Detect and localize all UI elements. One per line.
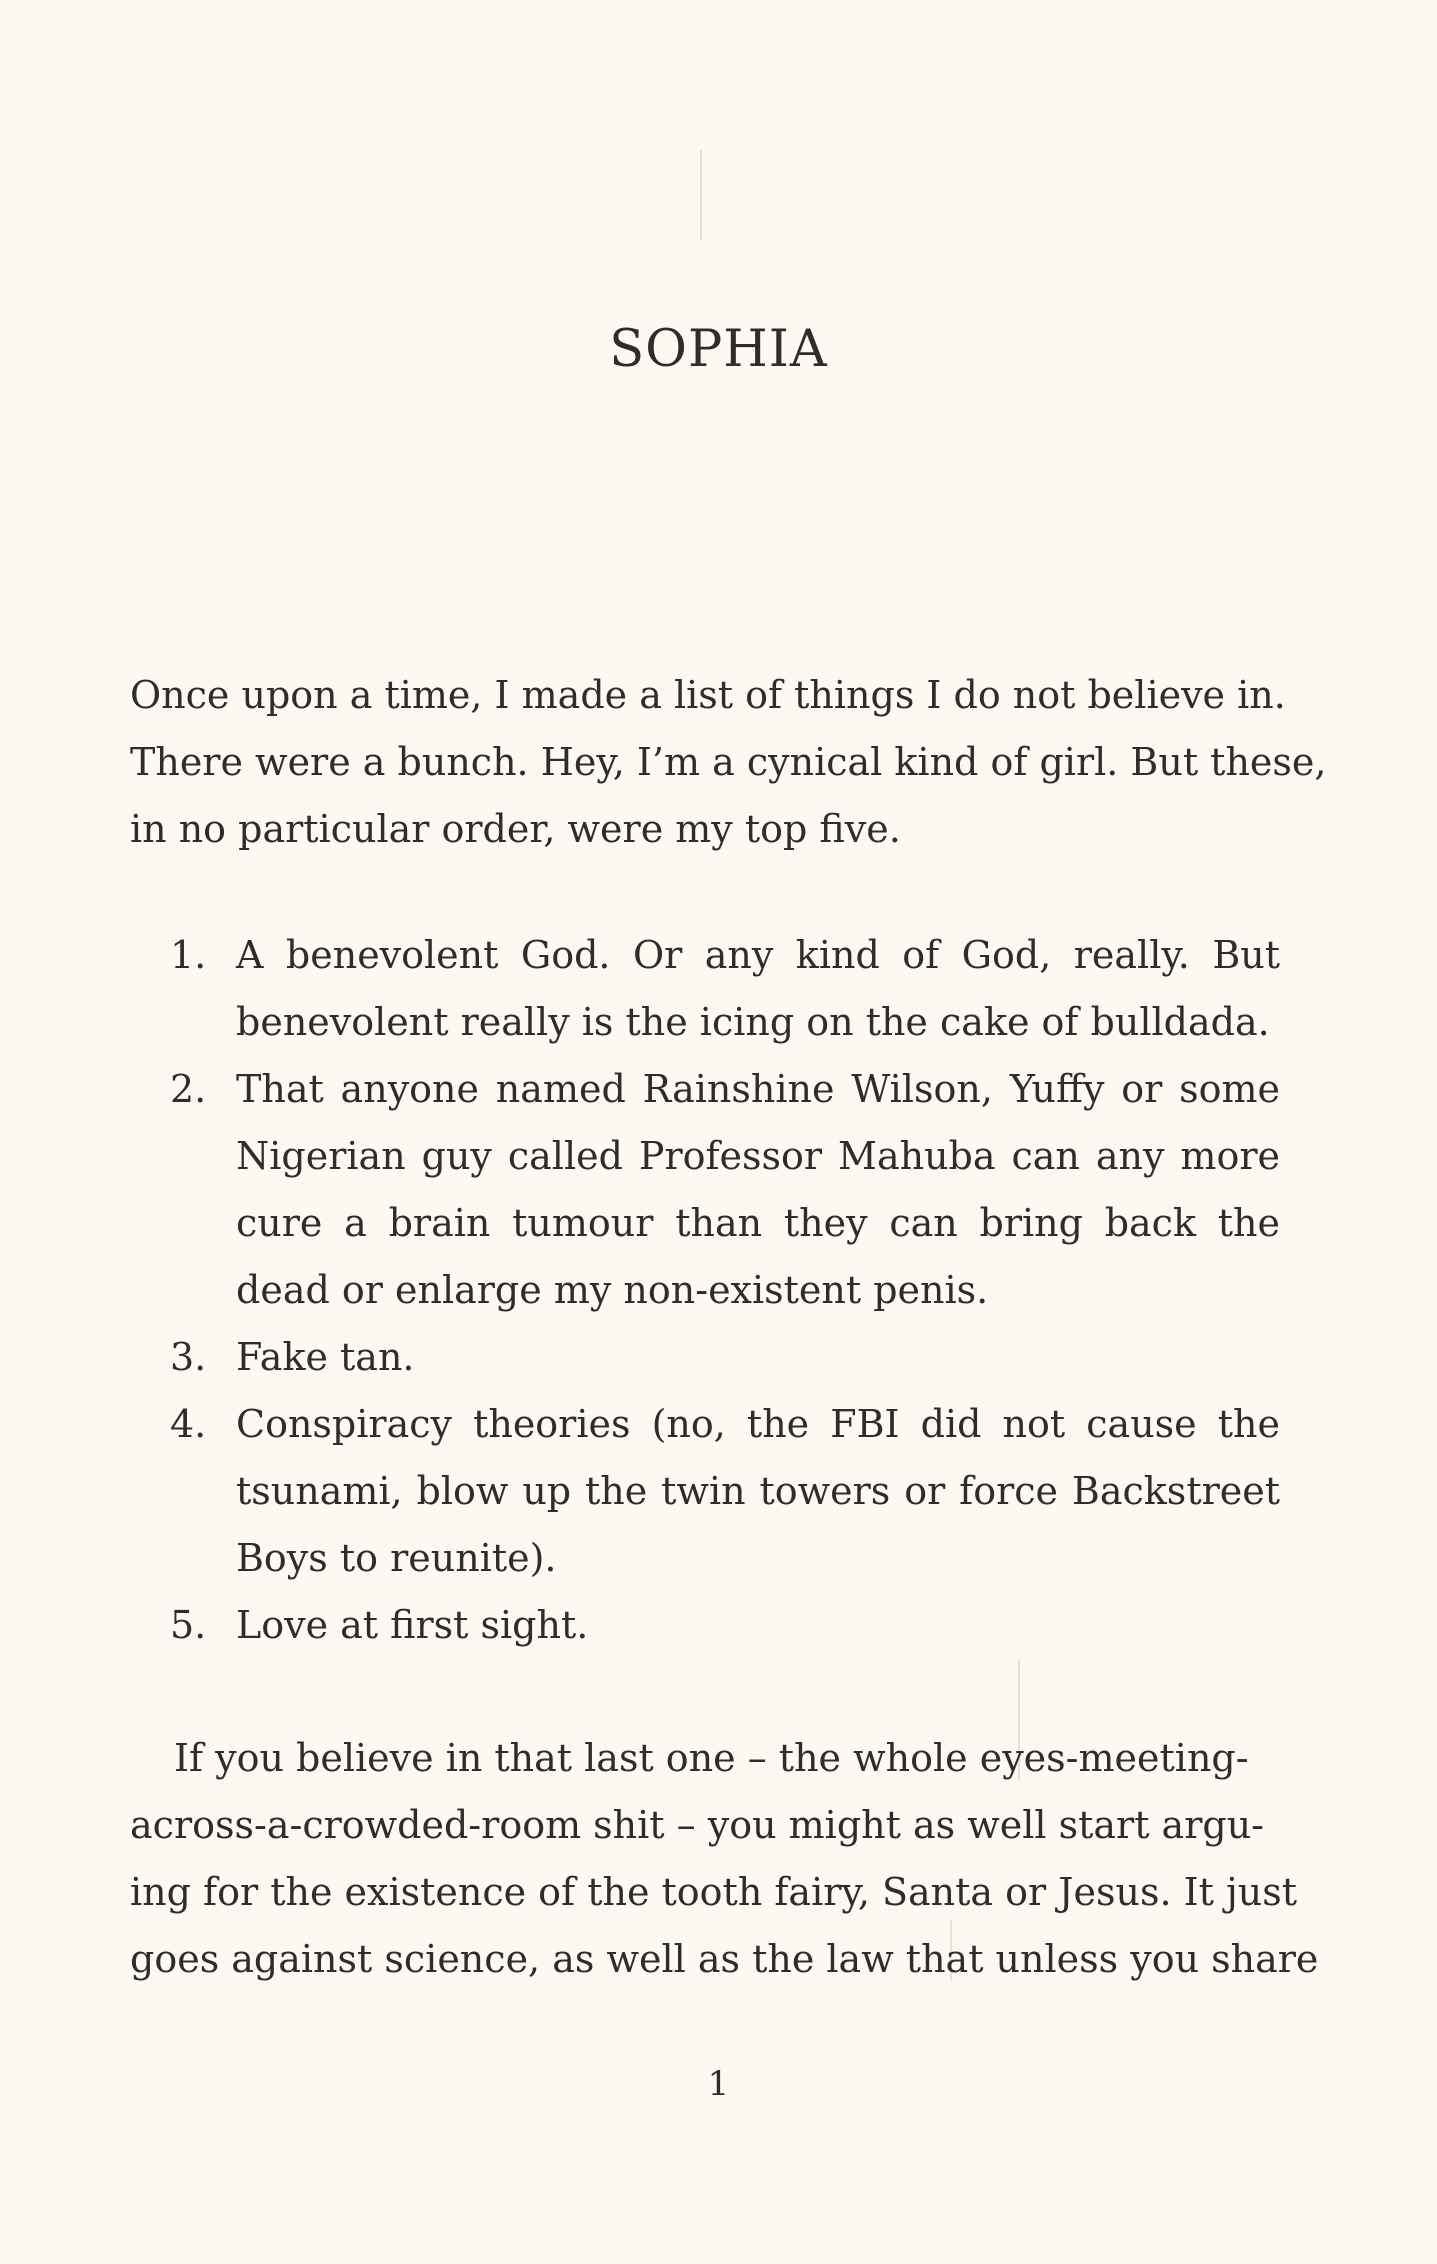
list-item — [170, 1592, 1280, 1659]
paragraph-line: There were a bunch. Hey, I’m a cynical kind of girl. But these, — [130, 740, 1327, 784]
paragraph-line: If you believe in that last one – the whole eyes-meeting- — [174, 1736, 1249, 1780]
page-number: 1 — [707, 2064, 730, 2104]
disbelief-list — [170, 922, 1280, 1659]
paragraph-line: goes against science, as well as the law that unless you share — [130, 1937, 1319, 1981]
paragraph-line: ing for the existence of the tooth fairy, Santa or Jesus. It just — [130, 1870, 1298, 1914]
list-item — [170, 1056, 1280, 1324]
list-item-number: 3. — [170, 1335, 207, 1379]
intro-paragraph — [130, 662, 1327, 863]
paragraph-line: Once upon a time, I made a list of things I do not believe in. — [130, 673, 1286, 717]
closing-paragraph — [130, 1725, 1320, 1993]
list-item — [170, 1324, 1280, 1391]
list-item-text: Love at first sight. — [236, 1603, 589, 1647]
list-item-text: Fake tan. — [236, 1335, 415, 1379]
scan-mark — [700, 150, 702, 240]
list-item-number: 1. — [170, 933, 207, 977]
list-item-text: That anyone named Rainshine Wilson, Yuffy or some Nigerian guy called Professor Mahuba can any more cure a brain tumour than they can bring back the dead or enlarge my non-existent penis. — [236, 1067, 1280, 1312]
list-item-number: 2. — [170, 1067, 207, 1111]
paragraph-line: across-a-crowded-room shit – you might as well start argu- — [130, 1803, 1265, 1847]
list-item-number: 5. — [170, 1603, 207, 1647]
list-item-text: Conspiracy theories (no, the FBI did not cause the tsunami, blow up the twin towers or force Backstreet Boys to reunite). — [236, 1402, 1280, 1580]
list-item — [170, 1391, 1280, 1592]
list-item — [170, 922, 1280, 1056]
paragraph-line: in no particular order, were my top five. — [130, 807, 901, 851]
chapter-title: SOPHIA — [609, 320, 828, 379]
list-item-number: 4. — [170, 1402, 207, 1446]
list-item-text: A benevolent God. Or any kind of God, really. But benevolent really is the icing on the cake of bulldada. — [236, 933, 1280, 1044]
